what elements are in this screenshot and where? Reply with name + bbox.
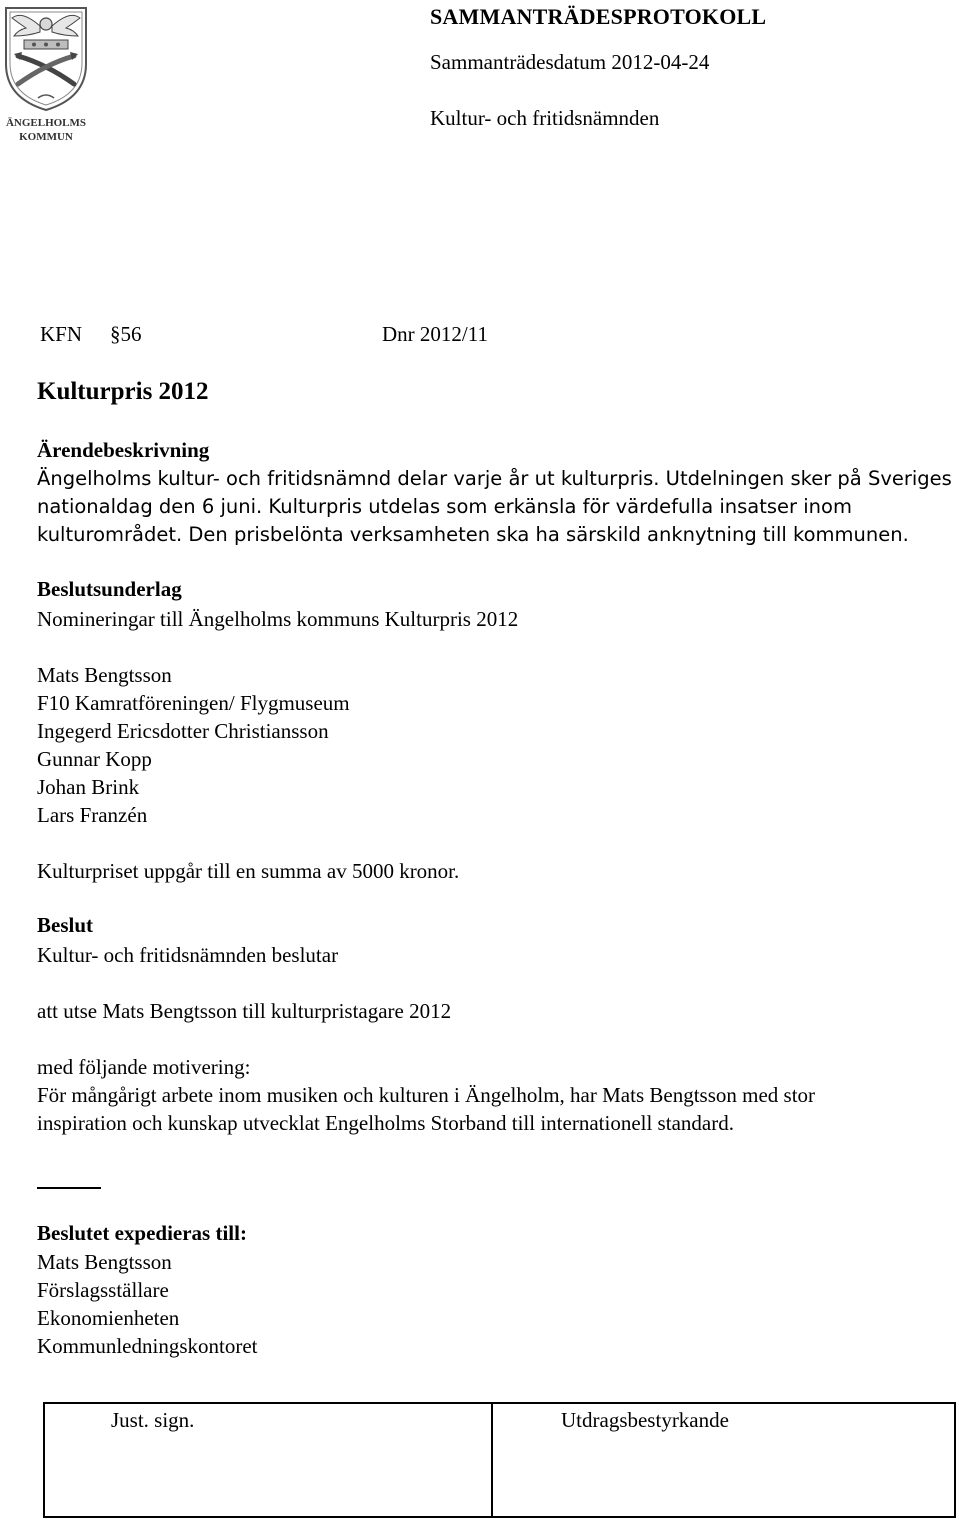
section-number: 56 xyxy=(120,322,142,346)
diary-number: Dnr 2012/11 xyxy=(382,322,488,346)
arendebeskrivning-heading: Ärendebeskrivning xyxy=(37,438,210,462)
nominee-item: F10 Kamratföreningen/ Flygmuseum xyxy=(37,691,350,715)
document-type-title: SAMMANTRÄDESPROTOKOLL xyxy=(430,4,767,29)
logo-text-line2: KOMMUN xyxy=(19,131,73,143)
coat-of-arms-icon xyxy=(0,2,92,148)
arendebeskrivning-line: kulturområdet. Den prisbelönta verksamheten ska ha särskild anknytning till kommunen. xyxy=(37,523,909,546)
expedieras-heading: Beslutet expedieras till: xyxy=(37,1221,247,1245)
motivation-label: med följande motivering: xyxy=(37,1055,251,1079)
committee-name: Kultur- och fritidsnämnden xyxy=(430,106,660,130)
logo-text-line1: ÄNGELHOLMS xyxy=(5,117,87,129)
beslut-heading: Beslut xyxy=(37,913,94,937)
page-title: Kulturpris 2012 xyxy=(37,378,209,405)
committee-decides: Kultur- och fritidsnämnden beslutar xyxy=(37,943,339,967)
nominee-item: Johan Brink xyxy=(37,775,140,799)
coat-of-arms-logo xyxy=(0,2,92,148)
arendebeskrivning-line: nationaldag den 6 juni. Kulturpris utdelas som erkänsla för värdefulla insatser inom xyxy=(37,495,852,518)
nominee-item: Lars Franzén xyxy=(37,803,148,827)
recipient-item: Kommunledningskontoret xyxy=(37,1334,258,1358)
divider-rule xyxy=(37,1187,101,1189)
paragraph-section xyxy=(110,322,142,347)
nominee-item: Gunnar Kopp xyxy=(37,747,152,771)
motivation-line: För mångårigt arbete inom musiken och kulturen i Ängelholm, har Mats Bengtsson med stor xyxy=(37,1083,816,1107)
just-sign-label: Just. sign. xyxy=(111,1408,195,1432)
utdragsbestyrkande-label: Utdragsbestyrkande xyxy=(561,1408,729,1432)
meeting-date: Sammanträdesdatum 2012-04-24 xyxy=(430,50,710,74)
beslutsunderlag-heading: Beslutsunderlag xyxy=(37,577,182,601)
recipient-item: Ekonomienheten xyxy=(37,1306,180,1330)
prize-amount: Kulturpriset uppgår till en summa av 5000 kronor. xyxy=(37,859,460,883)
recipient-item: Mats Bengtsson xyxy=(37,1250,172,1274)
arendebeskrivning-line: Ängelholms kultur- och fritidsnämnd delar varje år ut kulturpris. Utdelningen sker på Sveriges xyxy=(37,467,952,490)
nominations-intro: Nomineringar till Ängelholms kommuns Kulturpris 2012 xyxy=(37,607,519,631)
section-sign-icon: § xyxy=(110,322,121,346)
recipient-item: Förslagsställare xyxy=(37,1278,169,1302)
signature-box-divider xyxy=(491,1402,493,1518)
nominee-item: Mats Bengtsson xyxy=(37,663,172,687)
motivation-line: inspiration och kunskap utvecklat Engelholms Storband till internationell standard. xyxy=(37,1111,734,1135)
nominee-item: Ingegerd Ericsdotter Christiansson xyxy=(37,719,329,743)
decision-text: att utse Mats Bengtsson till kulturpristagare 2012 xyxy=(37,999,452,1023)
reference-org: KFN xyxy=(40,322,83,346)
